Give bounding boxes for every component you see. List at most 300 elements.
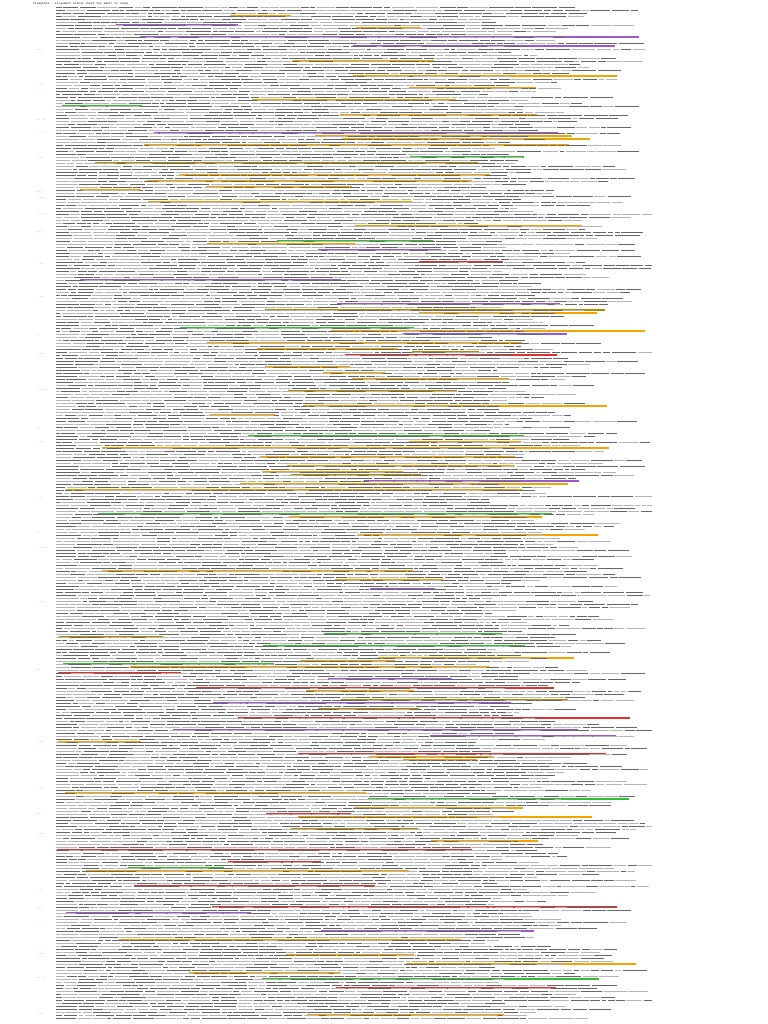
text-segment [117,40,124,41]
text-segment [525,70,540,71]
text-segment [431,130,439,131]
text-segment [63,16,76,17]
text-segment [186,16,197,17]
text-segment [517,43,528,44]
text-segment [220,46,241,47]
text-segment [84,103,109,104]
text-segment [104,70,110,71]
text-segment [264,142,280,143]
text-segment [159,127,163,128]
text-segment [162,49,167,50]
text-segment [504,145,524,146]
text-segment [95,64,106,65]
text-segment [248,145,269,146]
text-segment [178,7,203,8]
text-segment [338,97,347,98]
text-segment [256,151,278,152]
text-segment [90,118,95,119]
text-segment [437,88,444,89]
text-segment [518,58,535,59]
text-line [56,96,652,98]
text-segment [142,58,159,59]
text-segment [110,109,131,110]
text-segment [489,52,497,53]
text-segment [232,37,238,38]
text-segment [303,109,313,110]
text-segment [71,142,96,143]
text-segment [145,145,149,146]
line-marker: ···· [38,786,44,789]
text-segment [285,67,303,68]
text-segment [56,25,74,26]
text-segment [522,88,528,89]
text-segment [239,7,246,8]
text-segment [338,46,342,47]
text-segment [122,37,145,38]
text-segment [125,115,132,116]
text-segment [598,70,621,71]
text-segment [161,25,185,26]
text-segment [494,97,508,98]
text-segment [376,148,401,149]
text-segment [253,106,261,107]
text-segment [326,52,350,53]
text-segment [474,58,495,59]
text-segment [462,70,468,71]
text-segment [62,31,76,32]
text-segment [117,82,127,83]
text-segment [362,133,370,134]
text-segment [508,112,515,113]
text-segment [78,31,102,32]
text-segment [533,31,556,32]
text-segment [238,97,249,98]
text-segment [147,79,160,80]
text-segment [410,37,428,38]
text-segment [211,151,220,152]
text-segment [258,115,262,116]
text-segment [175,148,197,149]
text-segment [514,106,524,107]
text-segment [78,22,92,23]
text-segment [248,142,263,143]
text-segment [225,73,239,74]
text-segment [235,118,254,119]
text-segment [464,10,485,11]
text-segment [140,46,147,47]
text-segment [318,73,325,74]
text-segment [310,7,315,8]
text-segment [234,115,256,116]
text-segment [160,52,180,53]
text-segment [56,43,68,44]
text-segment [411,22,435,23]
text-segment [153,49,160,50]
text-segment [451,85,472,86]
text-segment [106,148,114,149]
text-segment [301,61,307,62]
text-segment [129,142,151,143]
text-segment [452,124,466,125]
text-segment [350,7,372,8]
text-segment [558,115,582,116]
text-segment [216,91,237,92]
text-segment [198,148,207,149]
text-segment [457,19,467,20]
text-segment [518,130,538,131]
text-segment [56,64,62,65]
text-segment [238,76,248,77]
text-segment [93,25,106,26]
text-segment [166,103,186,104]
text-segment [141,118,152,119]
text-segment [98,112,118,113]
text-segment [257,61,266,62]
text-segment [138,151,160,152]
text-segment [599,79,604,80]
text-segment [199,100,211,101]
text-segment [221,121,238,122]
text-segment [193,58,203,59]
text-segment [566,43,578,44]
text-line [56,60,652,62]
text-segment [472,142,484,143]
text-segment [65,145,87,146]
text-segment [230,151,248,152]
text-segment [322,61,333,62]
text-segment [569,106,589,107]
text-segment [447,46,472,47]
text-segment [425,94,435,95]
text-segment [321,142,345,143]
text-line [56,66,652,68]
text-segment [425,73,437,74]
text-segment [429,49,443,50]
text-segment [517,133,537,134]
text-segment [437,37,455,38]
text-segment [354,103,361,104]
text-segment [121,28,139,29]
text-segment [535,49,544,50]
text-segment [392,64,415,65]
text-segment [422,133,445,134]
text-segment [209,112,222,113]
text-segment [371,142,384,143]
text-segment [204,88,213,89]
text-segment [73,13,84,14]
text-segment [225,130,234,131]
text-segment [404,70,416,71]
text-segment [322,34,337,35]
text-segment [460,139,464,140]
text-segment [356,34,365,35]
text-segment [213,70,219,71]
text-segment [135,76,160,77]
text-segment [123,106,140,107]
text-segment [269,64,282,65]
text-segment [430,97,450,98]
text-segment [541,70,559,71]
text-segment [440,7,456,8]
text-segment [451,127,455,128]
text-segment [140,148,154,149]
text-segment [387,49,404,50]
text-segment [250,94,266,95]
text-segment [258,13,268,14]
text-segment [188,151,197,152]
text-segment [160,70,172,71]
text-segment [241,133,252,134]
text-segment [237,28,242,29]
text-segment [427,142,445,143]
text-segment [315,133,322,134]
text-segment [551,82,557,83]
text-segment [117,55,125,56]
text-segment [310,79,329,80]
text-segment [232,40,240,41]
text-segment [368,145,391,146]
text-segment [506,40,524,41]
text-segment [365,142,370,143]
text-segment [622,61,643,62]
text-segment [260,139,276,140]
text-segment [263,79,277,80]
text-segment [371,64,391,65]
text-segment [201,55,218,56]
text-segment [532,91,536,92]
text-segment [296,43,308,44]
text-segment [420,151,443,152]
text-segment [126,118,140,119]
text-segment [444,10,462,11]
text-line [56,51,652,53]
text-segment [287,136,305,137]
text-segment [316,97,336,98]
text-segment [514,31,526,32]
text-segment [607,127,631,128]
text-segment [518,127,533,128]
text-segment [200,19,204,20]
text-segment [434,52,448,53]
text-segment [155,130,168,131]
text-segment [190,61,205,62]
text-segment [229,148,243,149]
text-segment [431,40,447,41]
text-segment [450,109,475,110]
text-segment [569,64,580,65]
text-segment [156,148,168,149]
text-segment [385,100,410,101]
text-segment [447,115,466,116]
text-segment [200,79,220,80]
text-segment [489,7,514,8]
text-segment [254,52,279,53]
text-segment [335,148,359,149]
text-segment [304,124,310,125]
text-segment [233,139,258,140]
text-segment [182,58,192,59]
text-segment [279,70,301,71]
text-segment [377,151,400,152]
text-segment [393,10,417,11]
text-segment [213,31,218,32]
text-segment [500,118,518,119]
text-segment [81,88,88,89]
text-segment [423,139,428,140]
text-segment [360,52,383,53]
text-segment [339,127,349,128]
text-segment [239,16,244,17]
text-segment [372,76,376,77]
text-segment [56,67,81,68]
text-segment [356,61,372,62]
text-segment [110,127,117,128]
text-line [56,87,652,89]
text-segment [108,55,116,56]
text-segment [329,145,340,146]
text-segment [307,145,311,146]
text-segment [589,127,600,128]
text-segment [221,52,232,53]
text-segment [443,25,465,26]
text-segment [466,28,480,29]
text-segment [187,106,212,107]
text-segment [330,121,347,122]
text-segment [289,31,312,32]
text-segment [385,79,406,80]
text-segment [432,91,455,92]
text-segment [426,70,437,71]
text-segment [437,34,443,35]
text-segment [573,118,577,119]
text-segment [134,70,158,71]
text-segment [439,73,444,74]
text-segment [470,70,493,71]
text-segment [71,121,87,122]
text-segment [477,97,493,98]
text-segment [435,13,458,14]
text-segment [82,40,91,41]
text-segment [98,34,105,35]
text-segment [186,31,211,32]
text-segment [301,127,315,128]
text-segment [160,133,164,134]
text-segment [459,55,480,56]
text-segment [553,121,557,122]
text-segment [256,31,261,32]
text-segment [153,115,165,116]
text-line [56,78,652,80]
text-segment [365,73,389,74]
text-segment [591,25,611,26]
text-segment [190,118,212,119]
text-segment [409,124,427,125]
text-segment [354,55,358,56]
text-segment [449,52,466,53]
text-segment [312,148,333,149]
text-segment [497,58,517,59]
text-segment [411,52,433,53]
text-segment [424,79,428,80]
text-segment [242,142,246,143]
line-marker: ···· [36,906,42,909]
text-segment [304,112,310,113]
text-segment [196,43,205,44]
text-segment [162,100,168,101]
text-segment [77,112,96,113]
text-segment [355,151,365,152]
text-segment [226,58,249,59]
line-marker: ···· [38,440,44,443]
text-segment [90,109,103,110]
text-segment [439,127,449,128]
text-segment [275,112,293,113]
text-segment [504,43,515,44]
text-segment [405,13,412,14]
text-segment [232,19,246,20]
text-segment [107,13,130,14]
text-segment [143,124,155,125]
text-segment [329,109,354,110]
text-segment [313,49,327,50]
text-segment [533,73,542,74]
text-segment [490,79,497,80]
text-segment [417,34,424,35]
text-segment [494,82,515,83]
text-segment [221,124,239,125]
text-segment [390,61,397,62]
text-segment [350,70,375,71]
text-segment [391,97,395,98]
text-segment [450,106,475,107]
text-segment [122,19,141,20]
text-segment [111,70,119,71]
text-segment [309,61,321,62]
text-segment [160,16,170,17]
text-segment [479,94,488,95]
text-segment [277,76,285,77]
text-segment [572,49,595,50]
text-segment [108,76,133,77]
text-segment [340,112,349,113]
text-segment [494,37,514,38]
text-segment [354,22,360,23]
text-segment [298,148,311,149]
text-segment [499,61,517,62]
text-segment [194,67,206,68]
text-segment [183,82,208,83]
text-segment [491,67,513,68]
text-segment [558,145,565,146]
text-segment [467,34,491,35]
text-segment [442,136,450,137]
text-segment [468,115,492,116]
text-segment [509,91,518,92]
text-segment [460,73,481,74]
line-marker: ···· [38,196,44,199]
text-segment [164,82,172,83]
text-segment [164,22,186,23]
text-segment [446,112,462,113]
text-segment [422,115,446,116]
text-segment [126,10,148,11]
line-marker: ··· ·· [38,546,47,549]
text-segment [160,40,169,41]
text-segment [280,7,300,8]
text-segment [104,61,119,62]
text-segment [510,10,522,11]
text-segment [597,49,611,50]
